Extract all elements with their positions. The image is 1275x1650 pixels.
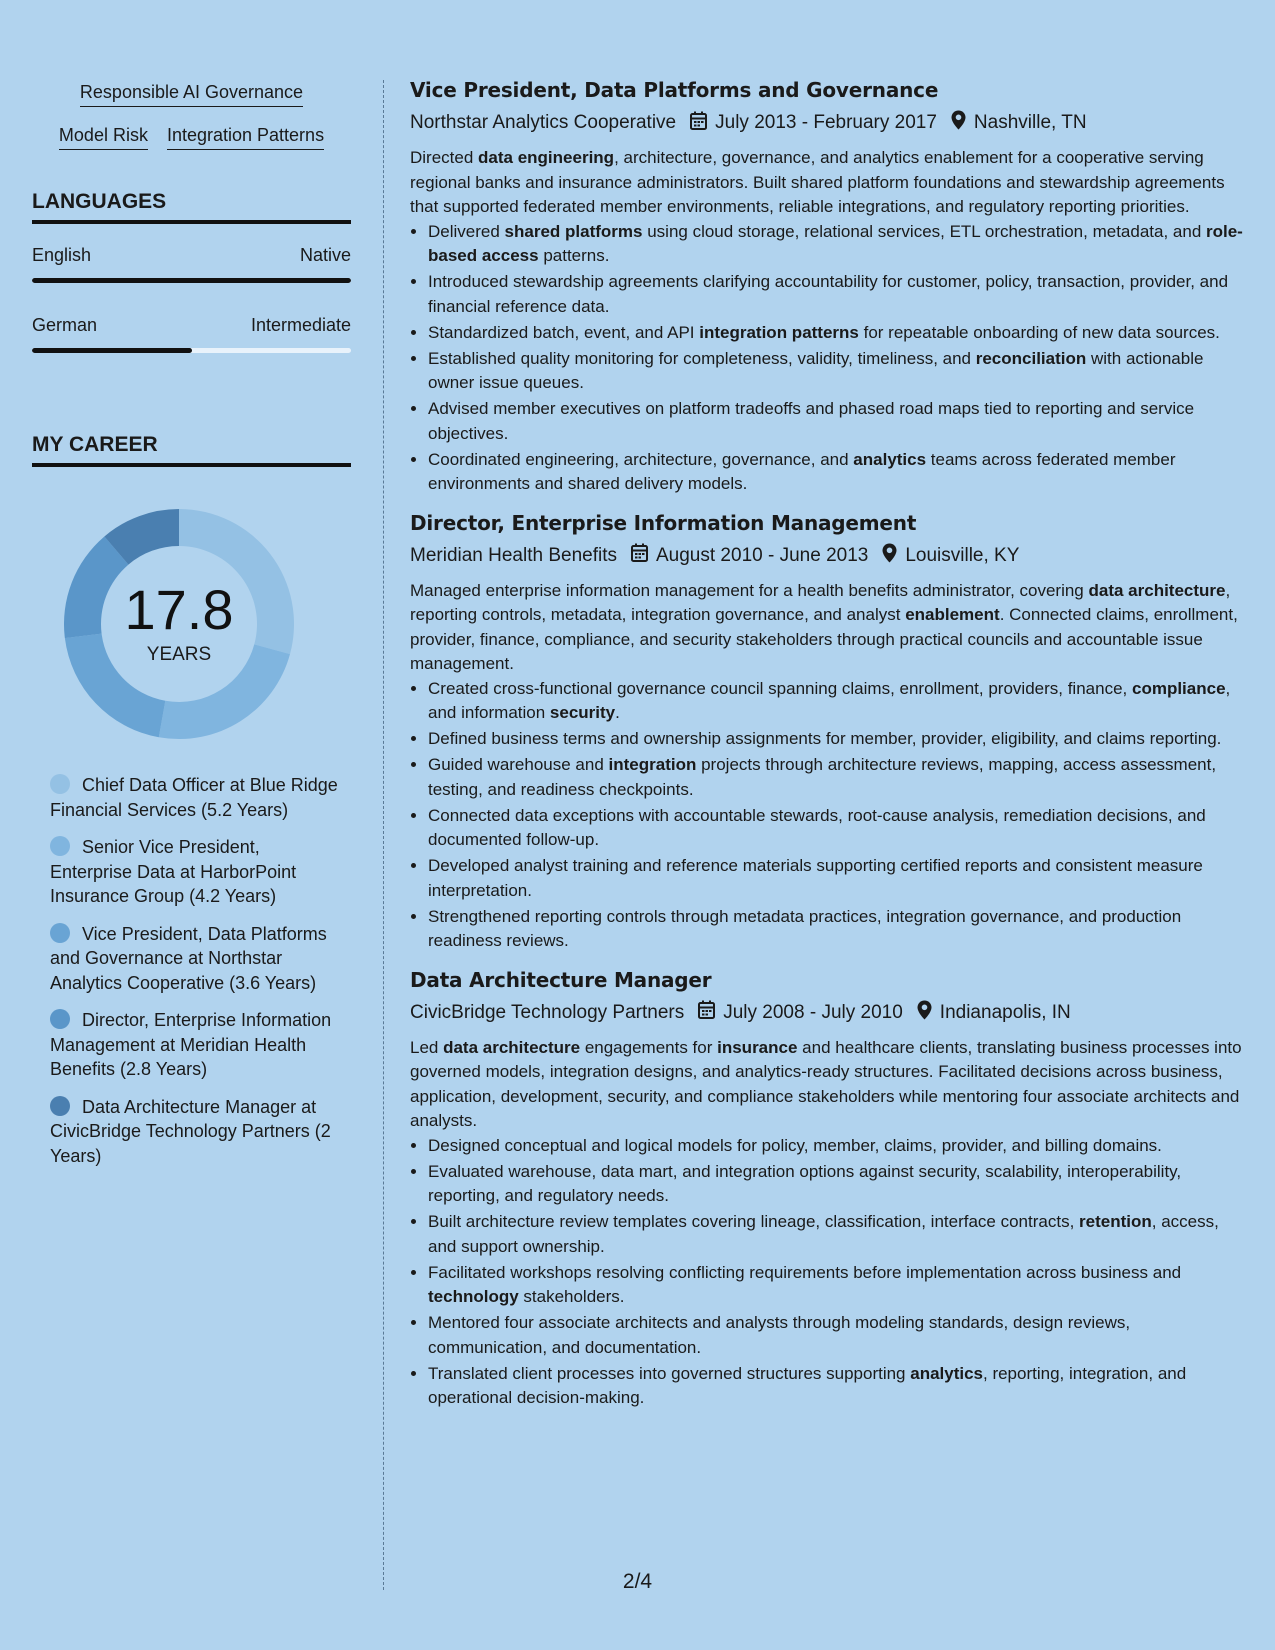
career-heading: MY CAREER xyxy=(32,433,351,467)
job-bullet: • Facilitated workshops resolving conflicting requirements before implementation across business and technology stakeholders. xyxy=(428,1261,1245,1310)
job-bullet: • Built architecture review templates covering lineage, classification, interface contracts, retention, access, and support ownership. xyxy=(428,1210,1245,1259)
job-bullet: • Created cross-functional governance council spanning claims, enrollment, providers, finance, compliance, and information security. xyxy=(428,677,1245,726)
job-company: CivicBridge Technology Partners xyxy=(410,1001,685,1023)
donut-center xyxy=(64,509,294,739)
column-divider xyxy=(383,80,384,1590)
job-dates: August 2010 - June 2013 xyxy=(656,544,869,566)
skill-tag: Responsible AI Governance xyxy=(80,82,303,107)
map-pin-icon xyxy=(917,1000,932,1026)
skill-tag: Integration Patterns xyxy=(167,125,324,150)
skill-row xyxy=(32,125,351,150)
job-bullet: • Introduced stewardship agreements clarifying accountability for customer, policy, transaction, provider, and financial reference data. xyxy=(428,270,1245,319)
job-bullet: • Guided warehouse and integration projects through architecture reviews, mapping, access assessment, testing, and readiness checkpoints. xyxy=(428,753,1245,802)
legend-item xyxy=(50,773,340,822)
job-bullet: • Translated client processes into governed structures supporting analytics, reporting, integration, and operational decision-making. xyxy=(428,1362,1245,1411)
job-meta xyxy=(410,543,1245,569)
legend-item xyxy=(50,835,340,909)
legend-label: Director, Enterprise Information Management at Meridian Health Benefits (2.8 Years) xyxy=(50,1010,332,1079)
job-bullet: • Advised member executives on platform tradeoffs and phased road maps tied to reporting and service objectives. xyxy=(428,397,1245,446)
job-location: Indianapolis, IN xyxy=(939,1001,1071,1023)
skill-tag: Model Risk xyxy=(59,125,148,150)
legend-item xyxy=(50,922,340,996)
calendar-icon xyxy=(698,1000,715,1025)
legend-dot xyxy=(50,1096,70,1116)
job-bullets xyxy=(410,220,1245,497)
language-name: German xyxy=(32,315,98,335)
language-level: Intermediate xyxy=(250,315,351,335)
career-total-years: 17.8 xyxy=(124,578,234,641)
job-bullet: • Coordinated engineering, architecture, governance, and analytics teams across federated member environments and shared delivery models. xyxy=(428,448,1245,497)
job-dates: July 2008 - July 2010 xyxy=(723,1001,903,1023)
legend-label: Vice President, Data Platforms and Governance at Northstar Analytics Cooperative (3.6 Years) xyxy=(50,923,327,993)
skill-row xyxy=(32,82,351,107)
job-description: Directed data engineering, architecture, governance, and analytics enablement for a cooperative serving regional banks and insurance administrators. Built shared platform foundations and stewardship agreements that supported federated member environments, reliable integrations, and regulatory reporting priorities. xyxy=(410,148,1225,216)
legend-dot xyxy=(50,836,70,856)
skills-section xyxy=(32,82,351,150)
job-bullet: • Evaluated warehouse, data mart, and integration options against security, scalability, interoperability, reporting, and regulatory needs. xyxy=(428,1160,1245,1209)
career-legend xyxy=(50,773,340,1168)
job-description: Led data architecture engagements for insurance and healthcare clients, translating business processes into governed models, integration designs, and analytics-ready structures. Facilitated decisions across business, application, development, security, and compliance stakeholders while mentoring four associate architects and analysts. xyxy=(410,1037,1242,1130)
language-proficiency-fill xyxy=(32,348,192,353)
job-bullet: • Developed analyst training and reference materials supporting certified reports and consistent measure interpretation. xyxy=(428,854,1245,903)
job-entry xyxy=(410,968,1245,1411)
job-bullet: • Strengthened reporting controls through metadata practices, integration governance, and production readiness reviews. xyxy=(428,905,1245,954)
job-bullet: • Defined business terms and ownership assignments for member, provider, eligibility, and claims reporting. xyxy=(428,727,1245,752)
job-company: Meridian Health Benefits xyxy=(410,544,617,566)
job-bullet: • Established quality monitoring for completeness, validity, timeliness, and reconciliation with actionable owner issue queues. xyxy=(428,347,1245,396)
legend-item xyxy=(50,1008,340,1082)
language-name: English xyxy=(32,245,92,265)
job-bullet: • Mentored four associate architects and analysts through modeling standards, design reviews, communication, and documentation. xyxy=(428,1311,1245,1360)
calendar-icon xyxy=(690,111,707,136)
legend-label: Data Architecture Manager at CivicBridge Technology Partners (2 Years) xyxy=(50,1096,331,1166)
job-entry xyxy=(410,511,1245,954)
language-proficiency-fill xyxy=(32,278,351,283)
career-donut-chart xyxy=(64,509,294,739)
job-location: Louisville, KY xyxy=(905,544,1020,566)
legend-dot xyxy=(50,1009,70,1029)
language-item xyxy=(32,315,351,353)
map-pin-icon xyxy=(951,110,966,136)
job-entry xyxy=(410,78,1245,497)
job-bullet: • Designed conceptual and logical models for policy, member, claims, provider, and billing domains. xyxy=(428,1134,1245,1159)
job-bullet: • Standardized batch, event, and API integration patterns for repeatable onboarding of new data sources. xyxy=(428,321,1245,346)
legend-dot xyxy=(50,923,70,943)
sidebar xyxy=(32,82,351,1181)
job-bullets xyxy=(410,1134,1245,1411)
legend-dot xyxy=(50,774,70,794)
legend-item xyxy=(50,1095,340,1169)
languages-heading: LANGUAGES xyxy=(32,190,351,224)
language-proficiency-bar xyxy=(32,348,351,353)
language-level: Native xyxy=(299,245,351,265)
job-title: Director, Enterprise Information Management xyxy=(410,510,917,535)
job-bullet: • Delivered shared platforms using cloud storage, relational services, ETL orchestration, metadata, and role-based access patterns. xyxy=(428,220,1245,269)
legend-label: Senior Vice President, Enterprise Data at HarborPoint Insurance Group (4.2 Years) xyxy=(50,837,297,906)
calendar-icon xyxy=(631,543,648,568)
job-bullets xyxy=(410,677,1245,954)
job-title: Vice President, Data Platforms and Governance xyxy=(410,78,939,102)
job-meta xyxy=(410,1000,1245,1026)
job-description: Managed enterprise information management for a health benefits administrator, covering data architecture, reporting controls, metadata, integration governance, and analyst enablement. Connected claims, enrollment, provider, finance, compliance, and security stakeholders through practical councils and accountable issue management. xyxy=(410,580,1238,673)
career-total-unit: YEARS xyxy=(146,644,212,665)
language-proficiency-bar xyxy=(32,278,351,283)
job-bullet: • Connected data exceptions with accountable stewards, root-cause analysis, remediation decisions, and documented follow-up. xyxy=(428,804,1245,853)
page-number: 2/4 xyxy=(622,1570,653,1593)
map-pin-icon xyxy=(882,543,897,569)
job-location: Nashville, TN xyxy=(973,112,1087,133)
job-dates: July 2013 - February 2017 xyxy=(715,112,937,133)
job-company: Northstar Analytics Cooperative xyxy=(410,112,677,133)
experience-section xyxy=(410,78,1245,1425)
job-meta xyxy=(410,110,1245,136)
language-item xyxy=(32,245,351,283)
job-title: Data Architecture Manager xyxy=(410,967,712,992)
legend-label: Chief Data Officer at Blue Ridge Financial Services (5.2 Years) xyxy=(50,775,338,820)
